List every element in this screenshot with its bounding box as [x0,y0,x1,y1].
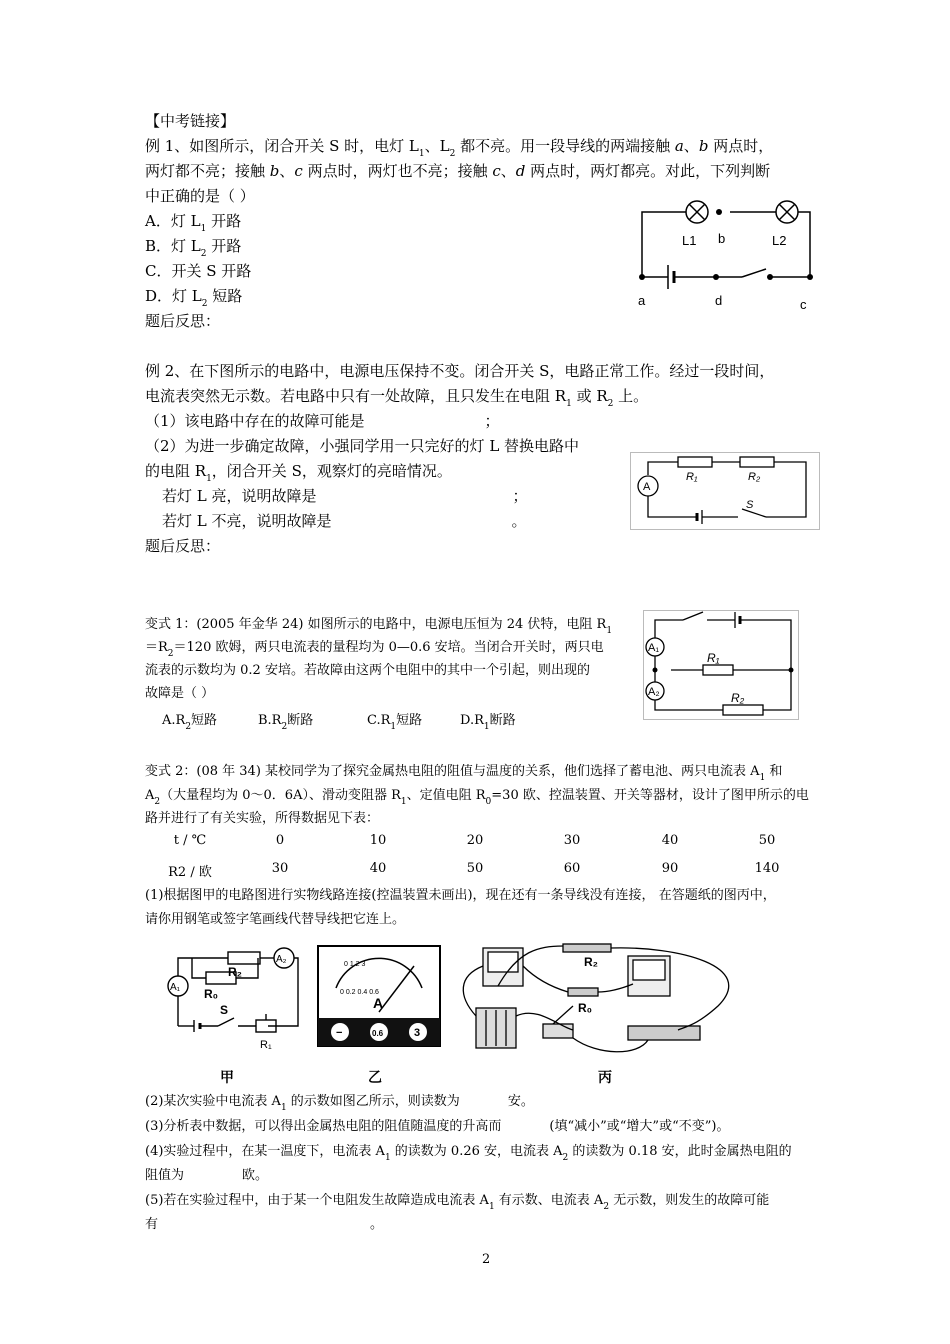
var2-q4-line2: 阻值为 欧。 [145,1168,269,1183]
fig1-label-a: a [638,293,646,308]
jia-label-r0: R₀ [204,987,219,1001]
table-cell: 10 [369,833,387,848]
table-cell: 40 [369,861,387,876]
var2-q4-line1: (4)实验过程中，在某一温度下，电流表 $A_1$ 的读数为 0.26 安，电流表 $A_2$ 的读数为 0.18 安，此时金属热电阻的 [145,1144,792,1163]
table-cell: 20 [466,833,484,848]
ex1-question-line2: 两灯都不亮；接触 b、c 两点时，两灯也不亮；接触 c、d 两点时，两灯都亮。对此，下列判断 [145,162,771,180]
table-cell: 50 [466,861,484,876]
fig-caption-jia: 甲 [220,1069,234,1085]
bing-label-r2: R₂ [584,955,598,969]
yi-btn-minus: − [336,1027,343,1039]
ex2-q2-line2: 的电阻 $R_1$，闭合开关 S，观察灯的亮暗情况。 [145,462,452,484]
var2-q2: (2)某次实验中电流表 $A_1$ 的示数如图乙所示，则读数为 安。 [145,1094,534,1113]
ex1-option-a: A．灯 $L_1$ 开路 [145,212,242,234]
ex1-reflection: 题后反思： [145,312,221,330]
table-cell: 30 [271,861,289,876]
ex2-circuit-diagram [630,452,820,530]
fig1-label-l1: L1 [682,233,697,248]
ex2-reflection: 题后反思： [145,537,221,555]
var2-q1-line1: (1)根据图甲的电路图进行实物线路连接(控温装置未画出)，现在还有一条导线没有连接， 在答题纸的图丙中， [145,888,776,903]
var1-line2: $=R_2=120$ 欧姆，两只电流表的量程均为 0—0.6 安培。当闭合开关时，两只电 [145,640,604,659]
jia-label-r2: R₂ [228,965,242,979]
var2-line2: $A_2$（大量程均为 0～0．6A）、滑动变阻器 $R_1$、定值电阻 $R_0=30$ 欧、控温装置、开关等器材，设计了图甲所示的电 [145,788,809,807]
section-title: 【中考链接】 [145,112,236,130]
table-cell: 140 [754,861,780,876]
var2-q3: (3)分析表中数据，可以得出金属热电阻的阻值随温度的升高而 (填“减小”或“增大”或“不变”)。 [145,1119,730,1134]
yi-btn-3: 3 [414,1027,421,1039]
fig1-label-l2: L2 [772,233,787,248]
var1-option-d: $D.R_1$断路 [460,713,516,732]
table-cell: 90 [661,861,679,876]
yi-scale-bottom: 0 0.2 0.4 0.6 [340,989,379,996]
table-cell: 60 [563,861,581,876]
ex1-circuit-diagram [630,195,820,320]
var1-option-a: $A.R_2$短路 [162,713,218,732]
ex1-option-d: D．灯 $L_2$ 短路 [145,287,243,309]
ex2-q1: （1）该电路中存在的故障可能是 ； [145,412,500,430]
fig2-label-r2: R₂ [748,471,761,483]
ex1-question-line3: 中正确的是（ ） [145,187,255,205]
ex1-option-c: C．开关 S 开路 [145,262,252,280]
var2-q5-line1: (5)若在实验过程中，由于某一个电阻发生故障造成电流表 $A_1$ 有示数、电流表 $A_2$ 无示数，则发生的故障可能 [145,1193,770,1212]
var1-circuit-diagram [643,610,799,720]
var2-q1-line2: 请你用钢笔或签字笔画线代替导线把它连上。 [145,912,406,927]
jia-label-r1: R₁ [260,1039,272,1051]
var2-figure [158,936,748,1088]
page-number: 2 [482,1252,491,1267]
ex1-option-b: B．灯 $L_2$ 开路 [145,237,242,259]
var2-line3: 路并进行了有关实验，所得数据见下表： [145,811,380,826]
table-cell: 40 [661,833,679,848]
ex2-question-line1: 例 2、在下图所示的电路中，电源电压保持不变。闭合开关 S，电路正常工作。经过一段时间， [145,362,775,380]
var1-line3: 流表的示数均为 0.2 安培。若故障由这两个电阻中的其中一个引起，则出现的 [145,663,590,678]
var1-line1: 变式 1：(2005 年金华 24) 如图所示的电路中，电源电压恒为 24 伏特，电阻 $R_1$ [145,617,613,636]
yi-btn-06: 0.6 [372,1029,384,1038]
var2-line1: 变式 2：(08 年 34) 某校同学为了探究金属热电阻的阻值与温度的关系，他们选择了蓄电池、两只电流表 $A_1$ 和 [145,764,783,783]
bing-label-r0: R₀ [578,1001,593,1015]
fig-caption-yi: 乙 [368,1069,382,1085]
fig-caption-bing: 丙 [598,1069,612,1085]
var2-q5-line2: 有 。 [145,1217,384,1232]
fig2-label-s: S [746,499,754,511]
table-row-label: R2 / 欧 [168,865,212,880]
table-cell: 0 [275,833,285,848]
yi-meter-label: A [373,995,384,1011]
fig2-ammeter-label: A [643,481,651,493]
table-row-label: t / ℃ [173,833,207,848]
fig1-label-c: c [800,297,807,312]
jia-label-a2: A₂ [276,954,287,965]
var1-fig-label-r1: R₁ [707,651,720,665]
fig1-label-d: d [715,293,723,308]
fig2-label-r1: R₁ [686,471,698,483]
ex2-question-line2: 电流表突然无示数。若电路中只有一处故障，且只发生在电阻 $R_1$ 或 $R_2$ 上。 [145,387,649,409]
ex2-if-lamp-on: 若灯 L 亮，说明故障是 ； [162,487,528,505]
var1-fig-label-r2: R₂ [731,691,745,705]
var1-fig-label-a2: A₂ [648,686,660,698]
yi-scale-top: 0 1 2 3 [344,961,366,968]
fig1-label-b: b [718,231,726,246]
jia-label-s: S [220,1003,229,1017]
var1-option-c: $C.R_1$短路 [367,713,423,732]
jia-label-a1: A₁ [170,982,181,993]
var1-fig-label-a1: A₁ [648,642,660,654]
table-cell: 30 [563,833,581,848]
var1-option-b: $B.R_2$断路 [258,713,314,732]
ex2-q2: （2）为进一步确定故障，小强同学用一只完好的灯 L 替换电路中 [145,437,580,455]
ex1-question-line1: 例 1、如图所示，闭合开关 S 时，电灯 $L_1$、$L_2$ 都不亮。用一段导线的两端接触 a、b 两点时， [145,137,774,159]
table-cell: 50 [758,833,776,848]
var1-line4: 故障是（ ） [145,686,215,701]
ex2-if-lamp-off: 若灯 L 不亮，说明故障是 。 [162,512,527,530]
